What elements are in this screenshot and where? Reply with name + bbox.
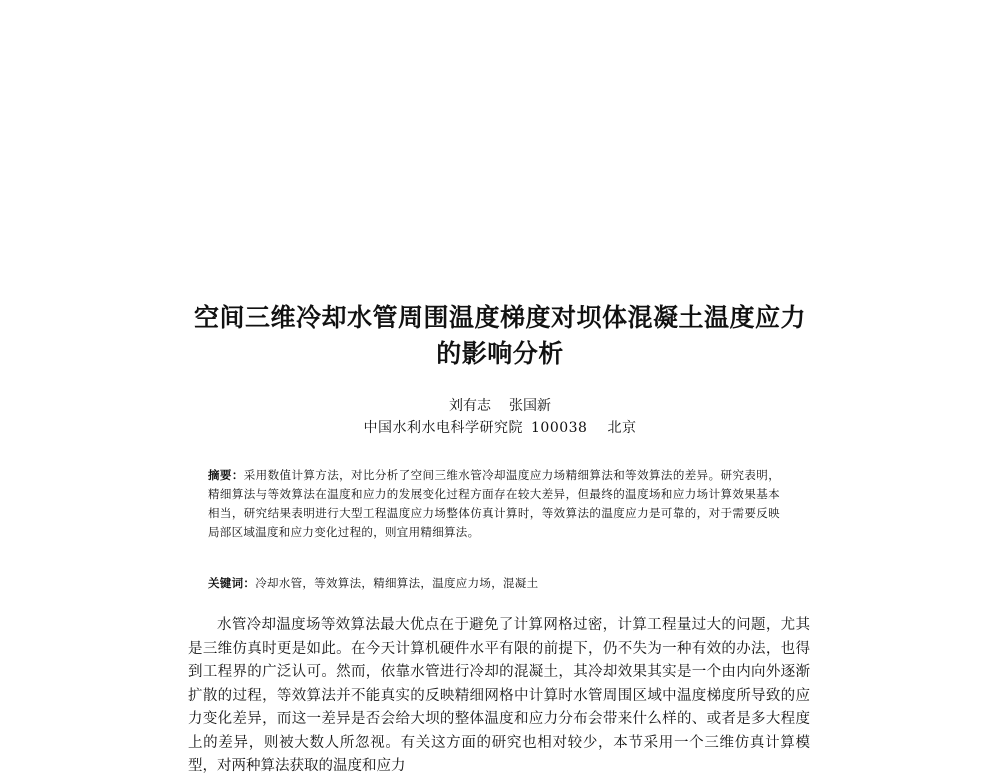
postcode: 100038 bbox=[531, 420, 588, 436]
city-name: 北京 bbox=[607, 420, 637, 436]
title-line-1: 空间三维冷却水管周围温度梯度对坝体混凝土温度应力 bbox=[193, 303, 806, 332]
paper-title bbox=[150, 300, 850, 372]
author-affiliation bbox=[150, 418, 850, 438]
author-name: 刘有志 bbox=[449, 398, 491, 414]
keywords-label: 关键词： bbox=[208, 576, 256, 590]
title-line-2: 的影响分析 bbox=[436, 339, 564, 368]
keywords-text: 冷却水管，等效算法，精细算法，温度应力场，混凝土 bbox=[255, 576, 539, 590]
keywords bbox=[208, 574, 780, 593]
institution-name: 中国水利水电科学研究院 bbox=[363, 420, 524, 436]
author-list bbox=[150, 396, 850, 416]
abstract-label: 摘要： bbox=[208, 468, 244, 482]
intro-paragraph: 水管冷却温度场等效算法最大优点在于避免了计算网格过密，计算工程量过大的问题，尤其是三维仿真时更是如此。在今天计算机硬件水平有限的前提下，仍不失为一种有效的办法，也得到工程界的广泛认可。然而，依靠水管进行冷却的混凝土，其冷却效果其实是一个由内向外逐渐扩散的过程，等效算法并不能真实的反映精细网格中计算时水管周围区域中温度梯度所导致的应力变化差异，而这一差异是否会给大坝的整体温度和应力分布会带来什么样的、或者是多大程度上的差异，则被大数人所忽视。有关这方面的研究也相对较少，本节采用一个三维仿真计算模型，对两种算法获取的温度和应力 bbox=[188, 617, 810, 774]
abstract bbox=[208, 466, 780, 542]
author-name: 张国新 bbox=[509, 398, 551, 414]
abstract-text: 采用数值计算方法，对比分析了空间三维水管冷却温度应力场精细算法和等效算法的差异。研究表明，精细算法与等效算法在温度和应力的发展变化过程方面存在较大差异，但最终的温度场和应力场计算效果基本相当，研究结果表明进行大型工程温度应力场整体仿真计算时，等效算法的温度应力是可靠的，对于需要反映局部区域温度和应力变化过程的，则宜用精细算法。 bbox=[208, 468, 780, 539]
